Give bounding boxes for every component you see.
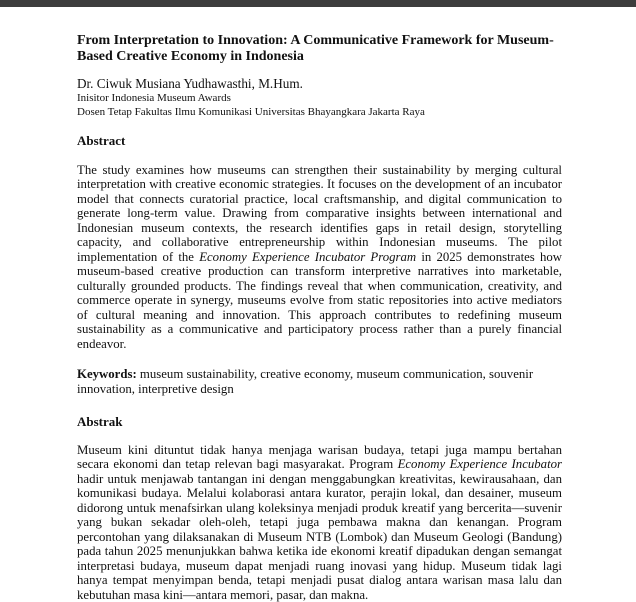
abstract-text-lead: The study examines how museums can strengthen their sustainability by merging cultural interpretation with creative economic strategies. It focuses on the development of an incubator model that connects curatorial practice, local craftsmanship, and digital communication to generate long-term value. Drawing from comparative insights between international and Indonesian museum contexts, the research identifies gaps in retail design, storytelling capacity, and collaborative entrepreneurship within Indonesian museums. The pilot implementation of the	[77, 163, 562, 264]
keywords-text: museum sustainability, creative economy, museum communication, souvenir innovation, interpretive design	[77, 367, 533, 396]
abstrak-text-trail: hadir untuk menjawab tantangan ini dengan menggabungkan kreativitas, kewirausahaan, dan komunikasi budaya. Melalui kolaborasi antara kurator, perajin lokal, dan desainer, museum didorong untuk menafsirkan ulang koleksinya menjadi produk kreatif yang bercerita—suvenir yang bukan sekadar oleh-oleh, tetapi juga pembawa makna dan kenangan. Program percontohan yang dilaksanakan di Museum NTB (Lombok) dan Museum Geologi (Bandung) pada tahun 2025 menunjukkan bahwa ketika ide ekonomi kreatif dipadukan dengan semangat interpretasi budaya, museum dapat menjadi ruang inovasi yang hidup. Museum tidak lagi hanya tempat menyimpan benda, tetapi menjadi pusat dialog antara warisan masa lalu dan kebutuhan masa kini—antara memori, pasar, dan makna.	[77, 472, 562, 602]
paper-title: From Interpretation to Innovation: A Communicative Framework for Museum-Based Creative Economy in Indonesia	[77, 33, 562, 64]
abstrak-heading: Abstrak	[77, 415, 562, 430]
abstrak-program-name-italic: Economy Experience Incubator	[398, 457, 562, 471]
author-affiliation-2: Dosen Tetap Fakultas Ilmu Komunikasi Universitas Bhayangkara Jakarta Raya	[77, 106, 562, 119]
abstrak-paragraph	[77, 443, 562, 602]
paper-content	[0, 33, 636, 602]
top-border-bar	[0, 0, 636, 7]
author-name: Dr. Ciwuk Musiana Yudhawasthi, M.Hum.	[77, 76, 562, 91]
abstract-text-trail: in 2025 demonstrates how museum-based creative production can transform interpretive narratives into marketable, culturally grounded products. The findings reveal that when communication, creativity, and commerce operate in synergy, museums evolve from static repositories into active mediators of cultural meaning and innovation. This approach contributes to redefining museum sustainability as a communicative and participatory process rather than a purely financial endeavor.	[77, 250, 562, 351]
abstract-program-name-italic: Economy Experience Incubator Program	[199, 250, 416, 264]
keywords-label: Keywords:	[77, 367, 137, 381]
author-affiliation-1: Inisitor Indonesia Museum Awards	[77, 92, 562, 105]
abstrak-text-lead: Museum kini dituntut tidak hanya menjaga warisan budaya, tetapi juga mampu bertahan secara ekonomi dan tetap relevan bagi masyarakat. Program	[77, 443, 562, 472]
abstract-heading: Abstract	[77, 134, 562, 149]
abstract-paragraph	[77, 163, 562, 352]
keywords-line	[77, 367, 562, 396]
